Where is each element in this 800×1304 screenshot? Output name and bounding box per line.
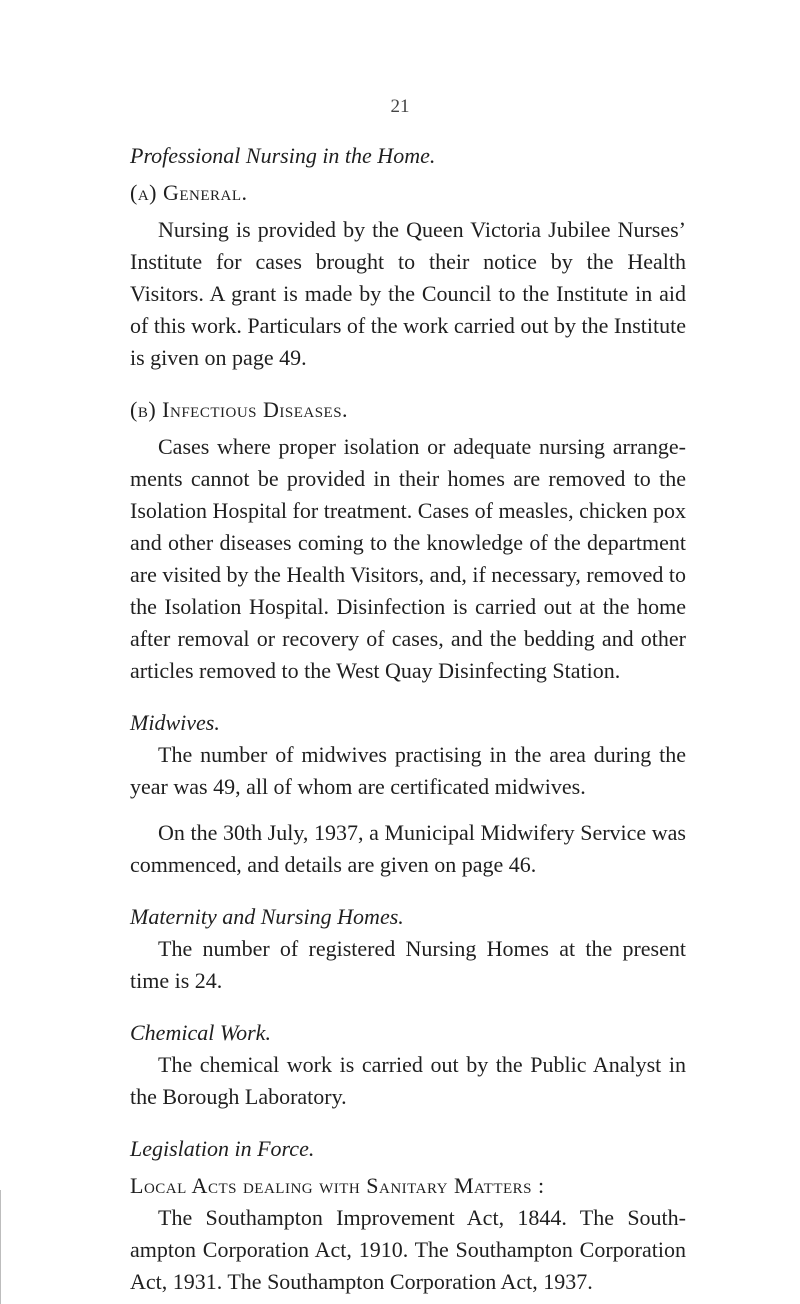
- midwives-paragraph-1: The number of midwives practising in the area during the year was 49, all of whom are certificated midwives.: [130, 742, 686, 799]
- midwives-heading: Midwives.: [130, 710, 220, 735]
- general-subheading: (a) General.: [130, 180, 248, 205]
- legislation-heading: Legislation in Force.: [130, 1136, 315, 1161]
- page-number: 21: [390, 96, 410, 117]
- general-paragraph: Nursing is provided by the Queen Victoria Jubilee Nurses’ Institute for cases brought to their notice by the Health Visitors. A grant is made by the Council to the Institute in aid of this work. Particulars of the work carried out by the Institute is given on page 49.: [130, 217, 686, 370]
- chemical-work-paragraph: The chemical work is carried out by the Public Analyst in the Borough Laboratory.: [130, 1052, 686, 1109]
- maternity-homes-heading: Maternity and Nursing Homes.: [130, 904, 404, 929]
- infectious-diseases-subheading: (b) Infectious Diseases.: [130, 397, 349, 422]
- scan-margin-line: [0, 1190, 1, 1304]
- professional-nursing-heading: Professional Nursing in the Home.: [130, 143, 436, 168]
- infectious-diseases-paragraph: Cases where proper isolation or adequate nursing arrange-ments cannot be provided in their homes are removed to the Isolation Hospital for treatment. Cases of measles, chicken pox and other diseases coming to the knowledge of the department are visited by the Health Visitors, and, if necessary, removed to the Isolation Hospital. Disinfection is carried out at the home after removal or recovery of cases, and the bedding and other articles removed to the West Quay Disinfecting Station.: [130, 434, 686, 683]
- chemical-work-heading: Chemical Work.: [130, 1020, 271, 1045]
- maternity-homes-paragraph: The number of registered Nursing Homes at the present time is 24.: [130, 936, 686, 993]
- page-content: [130, 140, 686, 1298]
- local-acts-paragraph: The Southampton Improvement Act, 1844. The South-ampton Corporation Act, 1910. The Southampton Corporation Act, 1931. The Southampton Corporation Act, 1937.: [130, 1205, 686, 1294]
- local-acts-subheading: Local Acts dealing with Sanitary Matters :: [130, 1173, 545, 1198]
- midwives-paragraph-2: On the 30th July, 1937, a Municipal Midwifery Service was commenced, and details are given on page 46.: [130, 820, 686, 877]
